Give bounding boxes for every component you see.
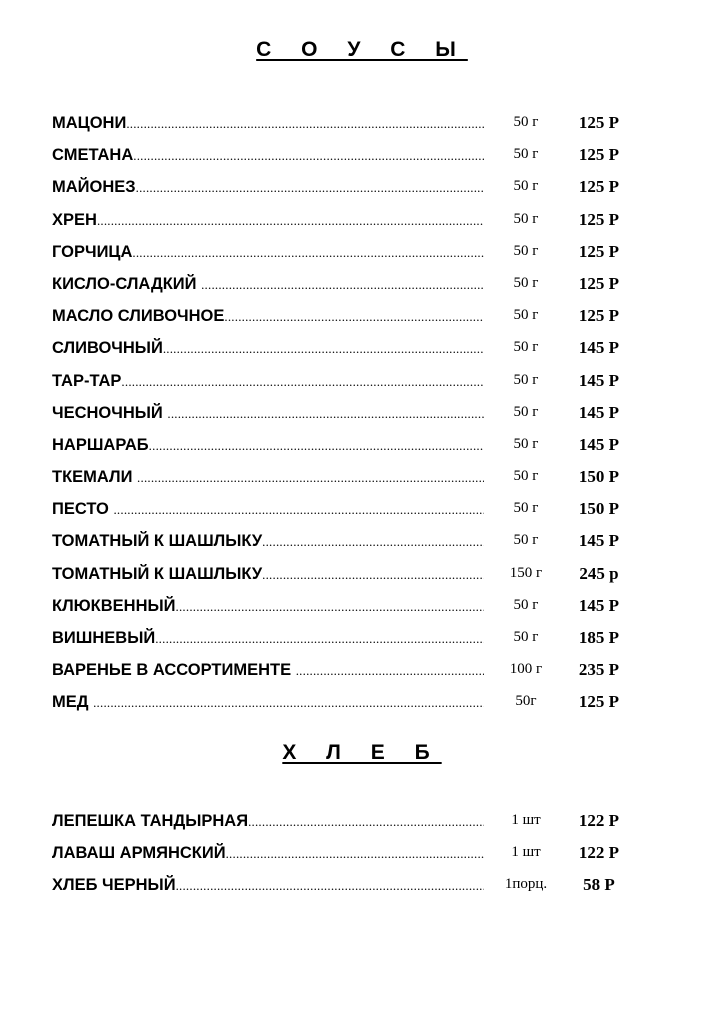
menu-item-row — [52, 467, 632, 499]
item-name: ТОМАТНЫЙ К ШАШЛЫКУ ..... — [52, 564, 484, 585]
menu-item-row — [52, 274, 632, 306]
item-weight: 50 г — [513, 435, 539, 452]
item-price: 145 Р — [578, 338, 620, 358]
menu-item-row — [52, 531, 632, 563]
menu-item-row — [52, 843, 632, 875]
item-name: ХЛЕБ ЧЕРНЫЙ ..... — [52, 875, 484, 896]
item-weight: 50 г — [513, 307, 539, 324]
item-weight: 100 г — [509, 661, 543, 678]
menu-item-row — [52, 177, 632, 209]
item-weight: 50 г — [513, 371, 539, 388]
item-price: 125 Р — [578, 306, 620, 326]
item-price: 125 Р — [578, 273, 620, 293]
item-weight: 1 шт — [511, 844, 541, 861]
item-name: ВИШНЕВЫЙ ..... — [52, 628, 484, 649]
item-price: 145 Р — [578, 531, 620, 551]
item-weight: 50 г — [513, 629, 539, 645]
item-name: КЛЮКВЕННЫЙ ..... — [52, 596, 484, 617]
item-weight: 50г — [515, 693, 537, 710]
item-price: 122 Р — [578, 843, 620, 863]
item-price: 150 Р — [578, 499, 620, 519]
menu-item-row — [52, 113, 632, 145]
item-price: 58 Р — [583, 875, 615, 895]
item-price: 145 Р — [578, 434, 620, 454]
menu-item-row — [52, 564, 632, 596]
item-name: СМЕТАНА ..... — [52, 145, 484, 166]
item-price: 125 Р — [578, 113, 620, 132]
item-name: ТОМАТНЫЙ К ШАШЛЫКУ ..... — [52, 531, 484, 552]
item-price: 145 Р — [578, 370, 620, 390]
bread-title: Х Л Е Б — [282, 741, 442, 764]
item-price: 122 Р — [578, 811, 620, 830]
menu-item-row — [52, 628, 632, 660]
item-weight: 50 г — [513, 146, 539, 163]
item-price: 145 Р — [578, 595, 620, 615]
menu-item-row — [52, 435, 632, 467]
menu-item-row — [52, 306, 632, 338]
item-price: 235 Р — [578, 660, 620, 680]
item-name: СЛИВОЧНЫЙ ..... — [52, 338, 484, 359]
item-name: МЕД ..... — [52, 692, 484, 713]
item-weight: 150 г — [509, 564, 543, 581]
menu-item-row — [52, 875, 632, 907]
item-name: МАЦОНИ ..... — [52, 113, 484, 134]
item-name: МАЙОНЕЗ ..... — [52, 177, 484, 198]
item-weight: 50 г — [513, 274, 539, 291]
item-name: ХРЕН ..... — [52, 210, 484, 231]
item-weight: 50 г — [513, 532, 539, 549]
item-name: ВАРЕНЬЕ В АССОРТИМЕНТЕ ..... — [52, 660, 484, 681]
menu-item-row — [52, 660, 632, 692]
item-price: 185 Р — [578, 628, 620, 647]
item-name: ПЕСТО ..... — [52, 499, 484, 520]
item-price: 125 Р — [578, 209, 620, 229]
item-weight: 50 г — [513, 210, 539, 227]
item-name: ТАР-ТАР ..... — [52, 371, 484, 392]
item-weight: 50 г — [513, 403, 539, 420]
menu-item-row — [52, 811, 632, 843]
item-weight: 50 г — [513, 178, 539, 195]
item-name: ТКЕМАЛИ ..... — [52, 467, 484, 488]
menu-item-row — [52, 403, 632, 435]
item-weight: 50 г — [513, 468, 539, 485]
item-price: 150 Р — [578, 467, 620, 487]
item-name: КИСЛО-СЛАДКИЙ ..... — [52, 274, 484, 295]
menu-item-row — [52, 692, 632, 724]
item-name: НАРШАРАБ ..... — [52, 435, 484, 456]
item-weight: 50 г — [513, 500, 539, 517]
item-weight: 50 г — [513, 242, 539, 259]
menu-item-row — [52, 499, 632, 531]
item-weight: 50 г — [513, 114, 539, 130]
menu-item-row — [52, 242, 632, 274]
item-name: ГОРЧИЦА ..... — [52, 242, 484, 263]
menu-item-row — [52, 145, 632, 177]
menu-item-row — [52, 371, 632, 403]
item-price: 145 Р — [578, 402, 620, 422]
menu-item-row — [52, 596, 632, 628]
item-weight: 1порц. — [504, 876, 548, 893]
item-weight: 50 г — [513, 339, 539, 356]
item-weight: 50 г — [513, 596, 539, 613]
item-price: 125 Р — [578, 241, 620, 261]
bread-list — [52, 811, 632, 908]
menu-item-row — [52, 210, 632, 242]
item-price: 245 р — [579, 563, 619, 583]
item-name: МАСЛО СЛИВОЧНОЕ ..... — [52, 306, 484, 327]
item-name: ЛАВАШ АРМЯНСКИЙ ..... — [52, 843, 484, 864]
item-name: ЛЕПЕШКА ТАНДЫРНАЯ ..... — [52, 811, 484, 832]
item-price: 125 Р — [578, 145, 620, 165]
sauces-title: С О У С Ы — [256, 38, 468, 61]
item-name: ЧЕСНОЧНЫЙ ..... — [52, 403, 484, 424]
sauces-list — [52, 113, 632, 725]
item-price: 125 Р — [578, 177, 620, 197]
item-price: 125 Р — [578, 692, 620, 712]
menu-item-row — [52, 338, 632, 370]
item-weight: 1 шт — [511, 812, 541, 828]
